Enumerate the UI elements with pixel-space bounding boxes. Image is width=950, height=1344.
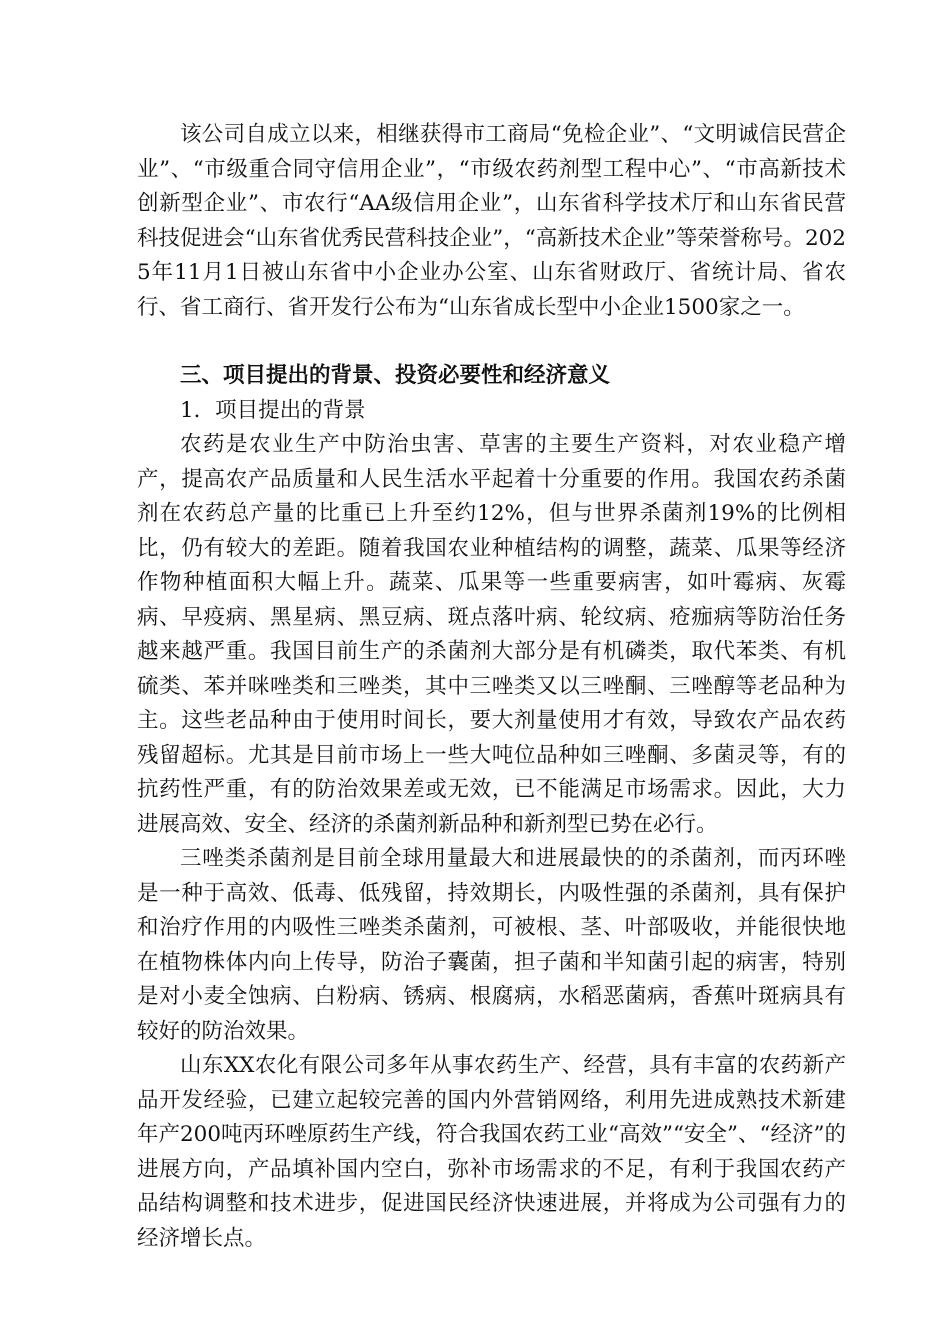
paragraph-background: 农药是农业生产中防治虫害、草害的主要生产资料，对农业稳产增产，提高农产品质量和人民生活水平起着十分重要的作用。我国农药杀菌剂在农药总产量的比重已上升至约12%，但与世界杀菌剂19%的比例相比，仍有较大的差距。随着我国农业种植结构的调整，蔬菜、瓜果等经济作物种植面积大幅上升。蔬菜、瓜果等一些重要病害，如叶霉病、灰霉病、早疫病、黑星病、黑豆病、斑点落叶病、轮纹病、疮痂病等防治任务越来越严重。我国目前生产的杀菌剂大部分是有机磷类，取代苯类、有机硫类、苯并咪唑类和三唑类，其中三唑类又以三唑酮、三唑醇等老品种为主。这些老品种由于使用时间长，要大剂量使用才有效，导致农产品农药残留超标。尤其是目前市场上一些大吨位品种如三唑酮、多菌灵等，有的抗药性严重，有的防治效果差或无效，已不能满足市场需求。因此，大力进展高效、安全、经济的杀菌剂新品种和新剂型已势在必行。	[137, 432, 846, 837]
paragraph-triazole: 三唑类杀菌剂是目前全球用量最大和进展最快的的杀菌剂，而丙环唑是一种于高效、低毒、低残留，持效期长，内吸性强的杀菌剂，具有保护和治疗作用的内吸性三唑类杀菌剂，可被根、茎、叶部吸收，并能很快地在植物株体内向上传导，防治子囊菌，担子菌和半知菌引起的病害，特别是对小麦全蚀病、白粉病、锈病、根腐病，水稻恶菌病，香蕉叶斑病具有较好的防治效果。	[137, 846, 846, 1044]
paragraph-company-project: 山东XX农化有限公司多年从事农药生产、经营，具有丰富的农药新产品开发经验，已建立起较完善的国内外营销网络，利用先进成熟技术新建年产200吨丙环唑原药生产线，符合我国农药工业“高效”“安全”、“经济”的进展方向，产品填补国内空白，弥补市场需求的不足，有利于我国农药产品结构调整和技术进步，促进国民经济快速进展，并将成为公司强有力的经济增长点。	[137, 1053, 846, 1251]
section-heading: 三、项目提出的背景、投资必要性和经济意义	[180, 363, 611, 388]
subsection-heading: 1．项目提出的背景	[180, 397, 366, 423]
paragraph-spacer	[137, 325, 846, 359]
paragraph-company-honors: 该公司自成立以来，相继获得市工商局“免检企业”、“文明诚信民营企业”、“市级重合同守信用企业”，“市级农药剂型工程中心”、“市高新技术创新型企业”、市农行“AA级信用企业”，山东省科学技术厅和山东省民营科技促进会“山东省优秀民营科技企业”，“高新技术企业”等荣誉称号。2025年11月1日被山东省中小企业办公室、山东省财政厅、省统计局、省农行、省工商行、省开发行公布为“山东省成长型中小企业1500家之一。	[137, 122, 846, 320]
